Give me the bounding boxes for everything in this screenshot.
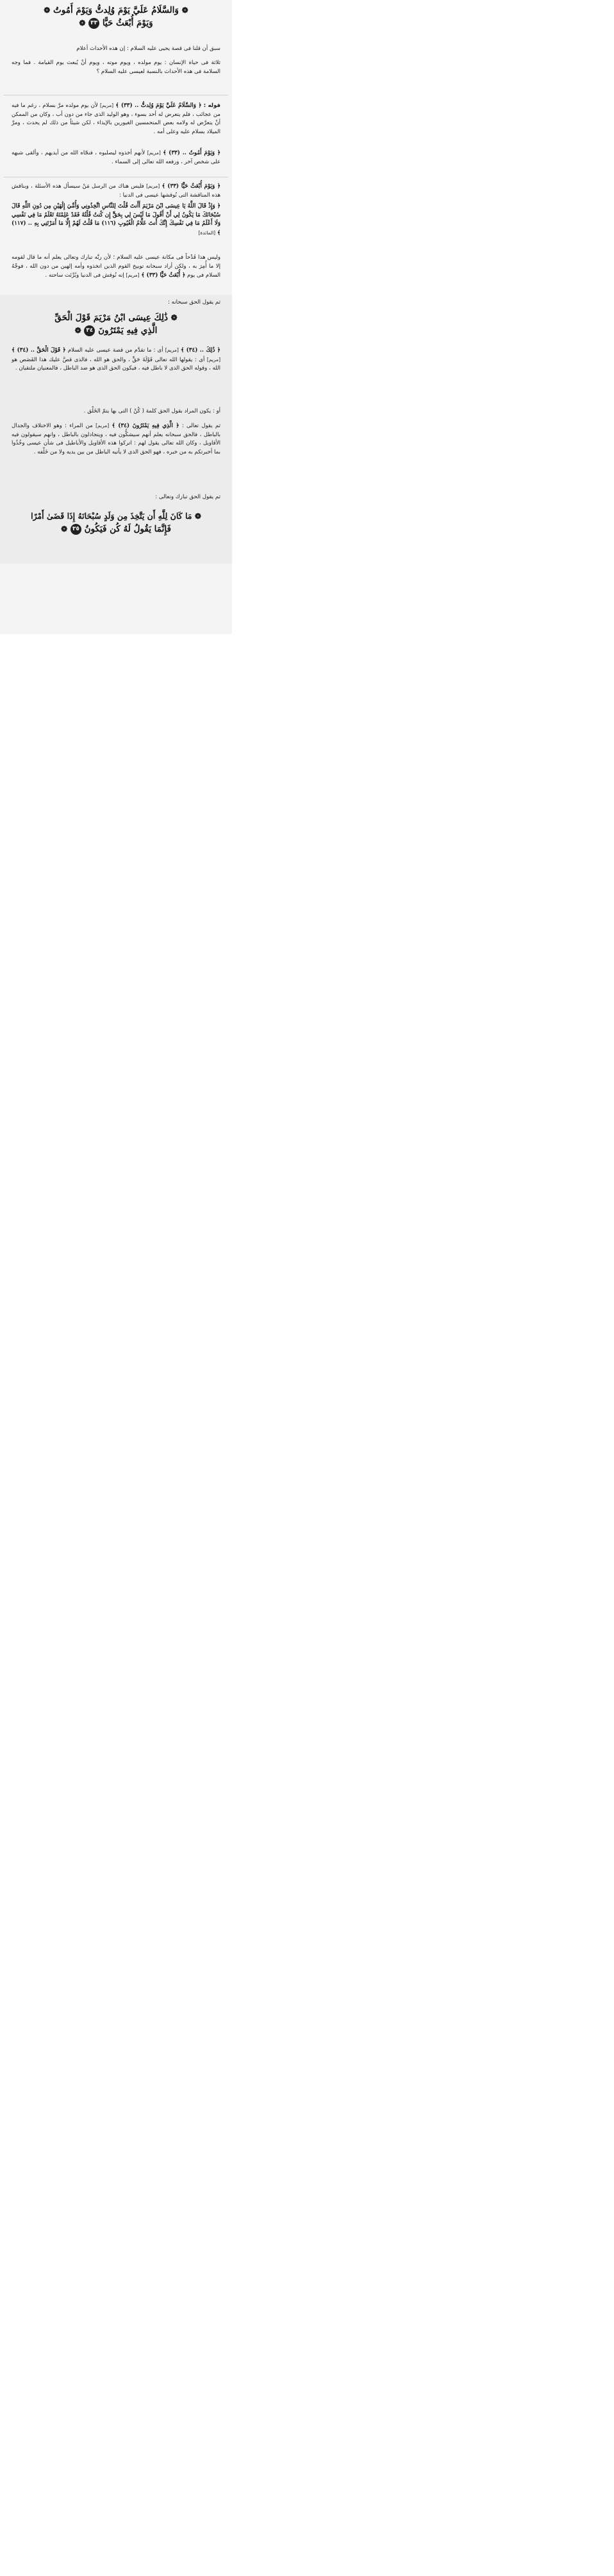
verse-heading-35 (0, 510, 232, 535)
ornament-icon: ❁ (170, 313, 178, 322)
paragraph-2: ثلاثة فى حياة الإنسان : يوم مولده ، ويوم موته ، ويوم أنْ يُبعث يوم القيامة . فما وجه السلامة فى هذه الأحداث بالنسبة لعيسى عليه السلام ؟ (12, 60, 220, 75)
paragraph-6: وليس هذا قَدْحاً فى مكانة عيسى عليه السلام ؛ لأن ربَّه تبارك وتعالى يعلم أنه ما قال لقومه إلا ما أُمِرَ به ، ولكن أراد سبحانه توبيخ القوم الذين اتخذوه وأمه إلهين من دون الله ، فوجْهُ السلام فى يوم ﴿ أُبْعَثُ حَيًّا (٣٣) ﴾ [مريم] إنه نُوقش فى الدنيا وبُرِّئت ساحته . (12, 254, 220, 279)
ornament-icon: ❁ (74, 326, 81, 335)
paragraph-4: ﴿ وَيَوْمَ أَمُوتُ .. (٣٣) ﴾ [مريم] لأنهم أخذوه ليصلبوه ، فنجّاه الله من أيديهم ، وألقى شبهه على شخص آخر ، ورفعه الله تعالى إلى السماء . (12, 150, 220, 165)
verse-heading-line-2: الَّذِي فِيهِ يَمْتَرُونَ ٣٤ ❁ (74, 325, 158, 336)
ornament-icon: ❁ (194, 512, 201, 521)
paragraph-10: ثم يقول تعالى : ﴿ الَّذِي فِيهِ يَمْتَرُونَ (٣٤) ﴾ [مريم] من المراء : وهو الاختلاف والجدال بالباطل ، فالحق سبحانه يعلم أنهم سيشكُّون فيه ، ويتجادلون بالباطل ، وانهم سيقولون فيه الأقاويل ، وكان الله تعالى يقول لهم : اتركوا هذه الأقاويل والأباطيل فى شأن عيسى وخُذُوا بما أخبرتكم به من خبره ، فهو الحق الذى لا يأتيه الباطل من بين يديه ولا من خَلْفه . (12, 423, 221, 455)
ornament-icon: ❁ (61, 525, 68, 534)
paragraph-7: ثم يقول الحق سبحانه : (167, 299, 220, 306)
verse-heading-line-2: فَإِنَّمَا يَقُولُ لَهُ كُن فَيَكُونُ ٣٥ ❁ (61, 524, 171, 534)
paragraph-1: سبق أن قلنا فى قصة يحيى عليه السلام : إن هذه الأحداث أعلام (76, 45, 220, 52)
verse-heading-line-1: ❁ مَا كَانَ لِلَّهِ أَن يَتَّخِذَ مِن وَلَدٍ سُبْحَانَهُ إِذَا قَضَىٰ أَمْرًا (31, 511, 201, 521)
paragraph-5: ﴿ وَيَوْمَ أُبْعَثُ حَيًّا (٣٣) ﴾ [مريم] فليس هناك من الرسل مَنْ سيسأل هذه الأسئلة ، وبناقش هذه المناقشة التى نُوقشها عيسى فى الدنيا : (12, 183, 221, 199)
paragraph-8: ﴿ ذَٰلِكَ .. (٣٤) ﴾ [مريم] أى : ما تقدَّم من قصة عيسى عليه السلام ﴿ قَوْلَ الْحَقِّ .. (٣٤) ﴾ [مريم] أى : يقولها الله تعالى قَوْلَةَ حَقٍّ ، والحق هو الله ، فالذى قصَّ عليك هذا القَصَص هو الله ، وقوله الحق الذى لا باطل فيه ، فيكون الحق الذى هو ضد الباطل ، فالمعنيان ملتقيان . (12, 347, 220, 371)
paragraph-3: قوله : ﴿ وَالسَّلَامُ عَلَيَّ يَوْمَ وُلِدتُّ .. (٣٣) ﴾ [مريم] لأن يوم مولده مرَّ بسلام ، رغم ما فيه من عجائب ، فلم يتعرض له أحد بسوء ، وهو الوليد الذى جاء من دون أب ، وكان من الممكن أنْ يتعرَّض له ولامه بعض المتحمسين الغيورين بالإيذاء ، لكن شيئاً من ذلك لم يحدث ، ومرَّ الميلاد بسلام عليه وعلى أمه . (12, 102, 220, 135)
scanned-page (0, 0, 232, 634)
paragraph-11: ثم يقول الحق تبارك وتعالى : (155, 494, 220, 500)
verse-heading-line-2: وَيَوْمَ أُبْعَثُ حَيًّا ٣٣ ❁ (79, 18, 153, 28)
verse-heading-line-1: ❁ ذَٰلِكَ عِيسَى ابْنُ مَرْيَمَ قَوْلَ الْحَقِّ (54, 313, 178, 323)
quran-quote-maida: ﴿ وَإِذْ قَالَ اللَّهُ يَا عِيسَى ابْنَ مَرْيَمَ أَأَنتَ قُلْتَ لِلنَّاسِ اتَّخِذُونِي وَأُمِّيَ إِلَٰهَيْنِ مِن دُونِ اللَّهِ قَالَ سُبْحَانَكَ مَا يَكُونُ لِي أَنْ أَقُولَ مَا لَيْسَ لِي بِحَقٍّ إِن كُنتُ قُلْتُهُ فَقَدْ عَلِمْتَهُ تَعْلَمُ مَا فِي نَفْسِي وَلَا أَعْلَمُ مَا فِي نَفْسِكَ إِنَّكَ أَنتَ عَلَّامُ الْغُيُوبِ (١١٦) مَا قُلْتُ لَهُمْ إِلَّا مَا أَمَرْتَنِي بِهِ .. (١١٧) ﴾ [المائدة] (12, 203, 220, 236)
ayah-number-badge: ٣٤ (84, 325, 95, 336)
paragraph-9: أو : يكون المراد بقول الحق كلمة ( كُنْ ) التى بها يتمّ الخَلْق . (83, 408, 220, 414)
ayah-number-badge: ٣٣ (88, 18, 99, 29)
ornament-icon: ❁ (181, 6, 188, 15)
ornament-icon: ❁ (44, 6, 51, 15)
ornament-icon: ❁ (79, 19, 86, 28)
verse-heading-34 (0, 311, 232, 337)
verse-heading-line-1: ❁ وَالسَّلَامُ عَلَيَّ يَوْمَ وُلِدتُّ وَيَوْمَ أَمُوتُ ❁ (44, 5, 188, 15)
ayah-number-badge: ٣٥ (71, 524, 81, 535)
verse-heading-33 (0, 4, 232, 29)
